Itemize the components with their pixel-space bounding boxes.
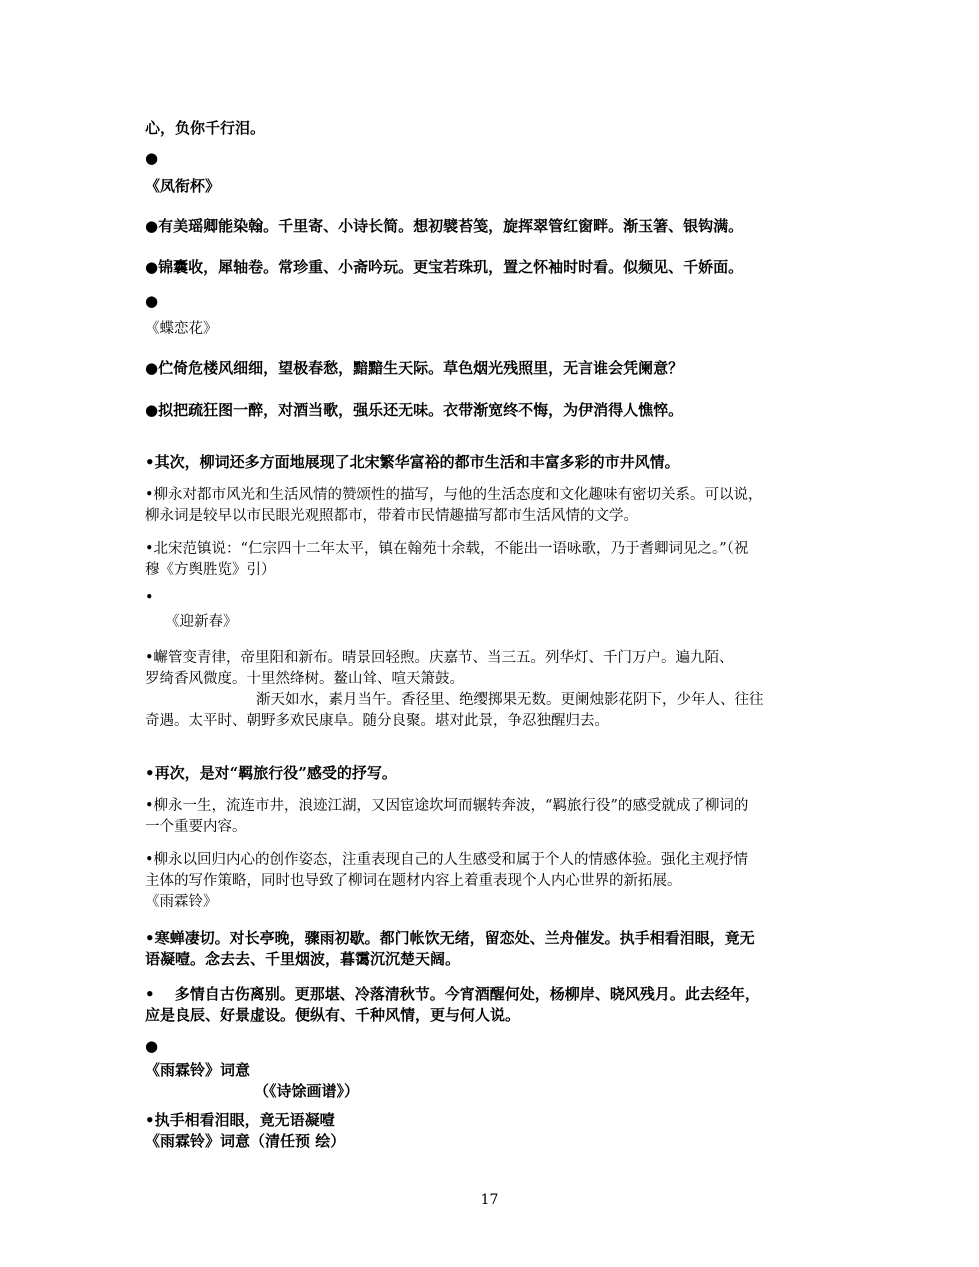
paragraph-line: •柳永一生，流连市井，浪迹江湖，又因宦途坎坷而辗转奔波，“羁旅行役”的感受就成了柳词的 (145, 798, 749, 814)
caption: （《诗馀画谱》） (254, 1082, 360, 1100)
poem-line: 罗绮香风微度。十里然绛树。鳌山耸、喧天箫鼓。 (145, 671, 464, 687)
paragraph-line: •柳永对都市风光和生活风情的赞颂性的描写，与他的生活态度和文化趣味有密切关系。可以说， (145, 487, 763, 503)
paragraph-line: •柳永以回归内心的创作姿态，注重表现自己的人生感受和属于个人的情感体验。强化主观抒情 (145, 852, 749, 868)
poem-title: 《迎新春》 (165, 614, 238, 630)
text-line: 心，负你千行泪。 (145, 119, 266, 137)
paragraph-line: 穆《方舆胜览》引） (145, 562, 276, 578)
poem-line: ●拟把疏狂图一醉，对酒当歌，强乐还无味。衣带渐宽终不悔，为伊消得人憔悴。 (145, 401, 684, 419)
section-heading: •其次，柳词还多方面地展现了北宋繁华富裕的都市生活和丰富多彩的市井风情。 (145, 453, 680, 471)
poem-line: •嶰管变青律，帝里阳和新布。晴景回轻煦。庆嘉节、当三五。列华灯、千门万户。遍九陌、 (145, 650, 734, 666)
poem-title: 《蝶恋花》 (145, 321, 218, 337)
poem-line: • 多情自古伤离别。更那堪、冷落清秋节。今宵酒醒何处，杨柳岸、晓风残月。此去经年， (145, 985, 760, 1003)
poem-line: ●有美瑶卿能染翰。千里寄、小诗长简。想初襞苔笺，旋挥翠管红窗畔。渐玉箸、银钩满。 (145, 217, 744, 235)
poem-line: 应是良辰、好景虚设。便纵有、千种风情，更与何人说。 (145, 1006, 521, 1024)
poem-line: 语凝噎。念去去、千里烟波，暮霭沉沉楚天阔。 (145, 950, 461, 968)
paragraph-line: 主体的写作策略，同时也导致了柳词在题材内容上着重表现个人内心世界的新拓展。 (145, 873, 682, 889)
poem-title: 《雨霖铃》 (145, 894, 218, 910)
bullet: ● (145, 292, 159, 310)
page-number: 17 (480, 1192, 499, 1208)
caption: 《雨霖铃》词意 (145, 1061, 251, 1079)
poem-line: 渐天如水，素月当午。香径里、绝缨掷果无数。更阑烛影花阴下，少年人、往往 (256, 692, 764, 708)
bullet: ● (145, 1037, 159, 1055)
section-heading: •再次，是对“羁旅行役”感受的抒写。 (145, 764, 397, 782)
bullet: • (145, 590, 154, 606)
poem-line: ●锦囊收，犀轴卷。常珍重、小斋吟玩。更宝若珠玑，置之怀袖时时看。似频见、千娇面。 (145, 258, 744, 276)
poem-line: •寒蝉凄切。对长亭晚，骤雨初歇。都门帐饮无绪，留恋处、兰舟催发。执手相看泪眼，竟无 (145, 929, 755, 947)
poem-title: 《凤衔杯》 (145, 177, 221, 195)
poem-line: ●伫倚危楼风细细，望极春愁，黯黯生天际。草色烟光残照里，无言谁会凭阑意？ (145, 359, 684, 377)
paragraph-line: 一个重要内容。 (145, 819, 247, 835)
paragraph-line: •北宋范镇说：“仁宗四十二年太平，镇在翰苑十余载，不能出一语咏歌，乃于耆卿词见之。”（祝 (145, 541, 749, 557)
poem-line: 奇遇。太平时、朝野多欢民康阜。随分良聚。堪对此景，争忍独醒归去。 (145, 713, 609, 729)
caption: •执手相看泪眼，竟无语凝噎 (145, 1111, 335, 1129)
caption: 《雨霖铃》词意（清任预 绘） (145, 1132, 346, 1150)
bullet: ● (145, 149, 159, 167)
paragraph-line: 柳永词是较早以市民眼光观照都市，带着市民情趣描写都市生活风情的文学。 (145, 508, 638, 524)
